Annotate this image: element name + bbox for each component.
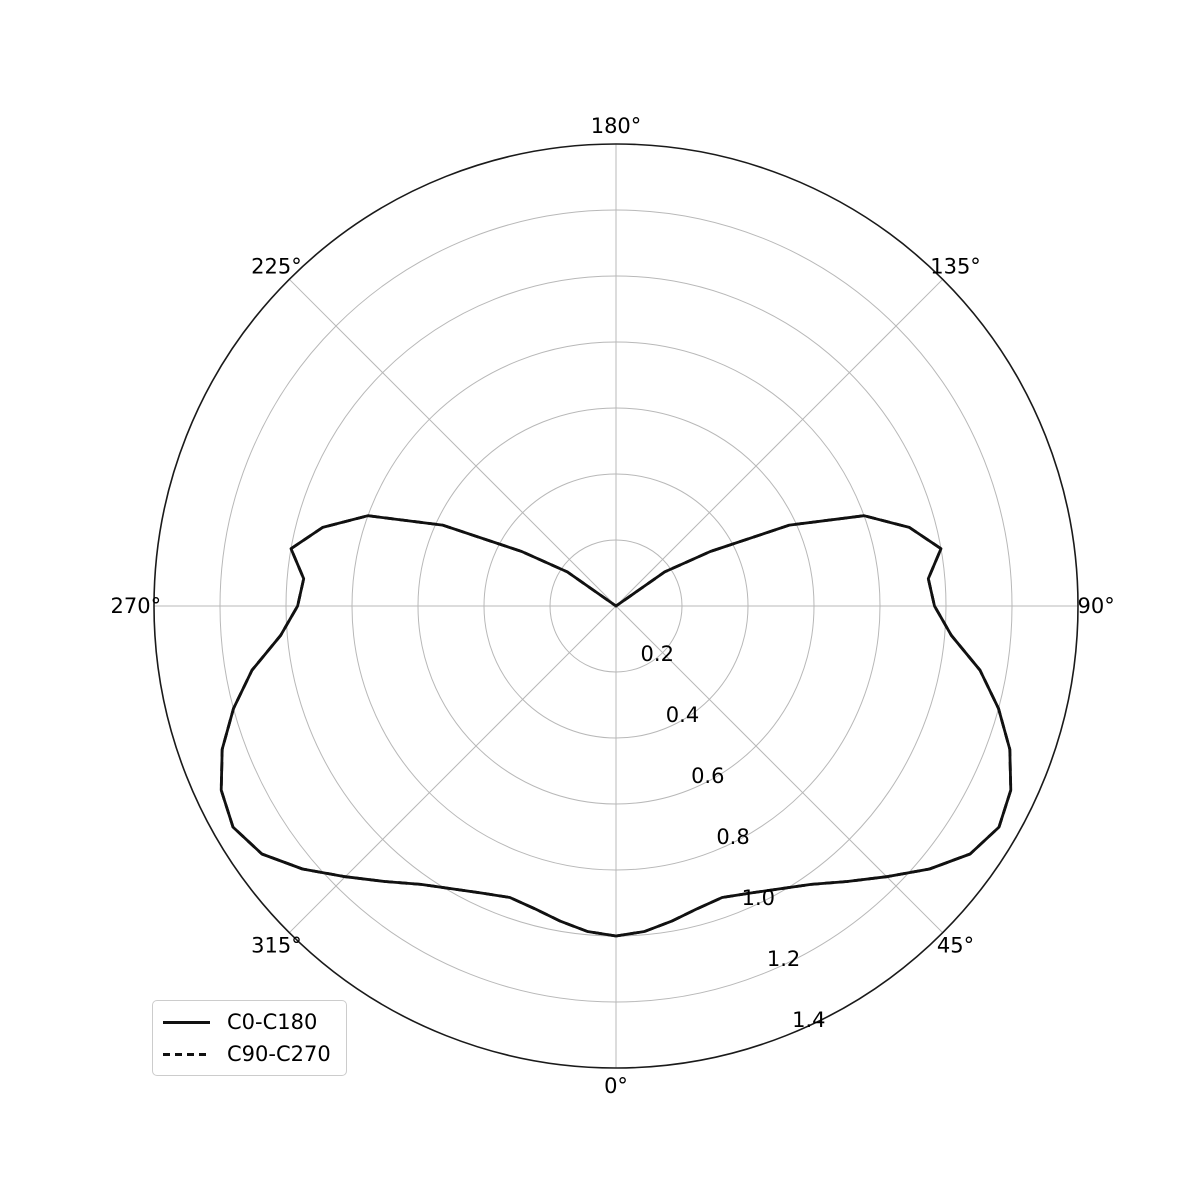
r-tick-label: 1.4 xyxy=(792,1007,826,1032)
r-tick-label: 1.2 xyxy=(766,946,801,971)
grid-spoke xyxy=(289,606,616,933)
r-tick-label: 0.4 xyxy=(665,702,700,727)
legend-label-c0-c180: C0-C180 xyxy=(227,1010,318,1034)
legend-item-c90-c270 xyxy=(163,1043,331,1065)
r-tick-label: 0.6 xyxy=(691,763,725,788)
legend xyxy=(152,1000,347,1076)
angle-tick-label: 225° xyxy=(251,254,302,279)
r-tick-label: 0.8 xyxy=(716,824,750,849)
legend-label-c90-c270: C90-C270 xyxy=(227,1042,331,1067)
angle-tick-label: 180° xyxy=(590,113,642,138)
angle-tick-label: 90° xyxy=(1077,594,1115,618)
grid-spoke xyxy=(616,279,943,606)
legend-dashed-line-swatch xyxy=(163,1053,210,1056)
angle-tick-label: 135° xyxy=(930,254,981,279)
r-tick-label: 1.0 xyxy=(741,885,775,910)
r-tick-label: 0.2 xyxy=(640,641,674,666)
angle-tick-label: 315° xyxy=(251,933,302,958)
grid-spoke xyxy=(289,279,616,606)
angle-tick-label: 270° xyxy=(110,594,162,618)
angle-tick-label: 45° xyxy=(936,933,975,958)
legend-item-c0-c180 xyxy=(163,1011,331,1033)
legend-solid-line-swatch xyxy=(163,1021,210,1024)
angle-tick-label: 0° xyxy=(604,1074,628,1099)
